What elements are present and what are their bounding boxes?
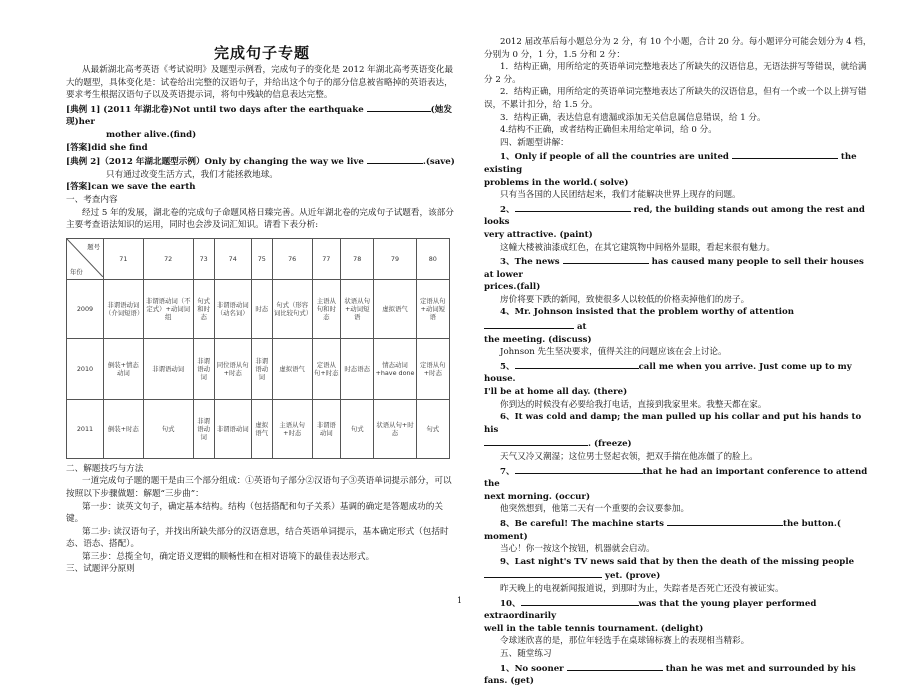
answer-blank <box>367 154 423 164</box>
score-rule-2: 2．结构正确，用所给定的英语单词完整地表达了所缺失的汉语信息，但有一个或一个以上拼写错误，不累计扣分，给 1.5 分。 <box>484 87 867 110</box>
answer-blank <box>521 596 639 606</box>
section2-intro: 一道完成句子题的题干是由三个部分组成：①英语句子部分②汉语句子③英语单词提示部分，可以按照以下步骤做题：解题“三步曲”： <box>66 476 452 499</box>
question-4-chinese: Johnson 先生坚决要求，值得关注的问题应该在会上讨论。 <box>500 347 727 358</box>
intro-paragraph: 从最新湖北高考英语《考试说明》及题型示例看，完成句子的变化是 2012 年湖北高考英语变化最大的题型，具体变化是：试卷给出完整的汉语句子，并给出这个句子的部分信息被省略掉的英语表达，要求考生根据汉语句子以及英语提示词，将句中残缺的信息表达完整。 <box>66 65 454 101</box>
table-cell: 非谓语动词 <box>251 338 272 399</box>
table-cell: 倒装+时态 <box>104 399 144 458</box>
table-row <box>67 338 450 399</box>
table-cell: 倒装+情态动词 <box>104 338 144 399</box>
question-6-cont: . (freeze) <box>484 436 874 451</box>
step3-text: 第三步：总揽全句，确定语义逻辑的顺畅性和在相对语境下的最佳表达形式。 <box>82 551 375 562</box>
table-cell: 非谓语动词（不定式）+动词词组 <box>143 279 193 338</box>
question-9-chinese: 昨天晚上的电视新闻报道说，到那时为止，失踪者是否死亡还没有被证实。 <box>500 583 784 594</box>
answer-blank <box>667 516 783 526</box>
table-cell: 定语从句+动词短语 <box>416 279 449 338</box>
score-intro: 2012 届改革后每小题总分为 2 分，有 10 个小题，合计 20 分。每小题评分可能会划分为 4 档，分别为 0 分，1 分，1.5 分和 2 分： <box>484 37 872 60</box>
section5-title: 五、随堂练习 <box>500 648 552 659</box>
table-cell: 虚拟语气 <box>374 279 416 338</box>
table-corner-cell: 题号 年份 <box>67 238 104 279</box>
question-10: 10、 was that the young player performed extraordinarily <box>484 596 874 623</box>
score-rule-3: 3．结构正确，表达信息有遗漏或添加无关信息属信息错误，给 1 分。 <box>500 112 766 123</box>
answer-blank <box>515 202 631 212</box>
score-rule-1: 1．结构正确，用所给定的英语单词完整地表达了所缺失的汉语信息，无语法拼写等错误，就给满分 2 分。 <box>484 62 867 85</box>
table-year-cell: 2010 <box>67 338 104 399</box>
table-cell: 句式和时态 <box>193 279 214 338</box>
table-cell: 主语从句和时态 <box>312 279 340 338</box>
table-cell: 非谓语动词 <box>193 399 214 458</box>
page-number: 1 <box>457 596 463 605</box>
table-cell: 状语从句+动词短语 <box>341 279 374 338</box>
question-4: 4、Mr. Johnson insisted that the problem worthy of attention at <box>484 306 874 333</box>
table-cell: 句式 <box>416 399 449 458</box>
table-cell: 定语从句+时态 <box>416 338 449 399</box>
table-header-cell: 80 <box>416 238 449 279</box>
table-row <box>67 399 450 458</box>
table-cell: 时态语态 <box>341 338 374 399</box>
table-cell: 虚拟语气 <box>272 338 312 399</box>
table-cell: 主语从句+时态 <box>272 399 312 458</box>
table-header-cell: 74 <box>214 238 251 279</box>
table-year-cell: 2009 <box>67 279 104 338</box>
table-header-cell: 76 <box>272 238 312 279</box>
question-5: 5、 call me when you arrive. Just come up to my house. <box>484 359 874 386</box>
answer-blank <box>484 436 588 446</box>
example1-question: [典例 1] (2011 年湖北卷)Not until two days after the earthquake (她发现)her <box>66 102 458 129</box>
table-cell: 虚拟语气 <box>251 399 272 458</box>
table-cell: 非谓语动词（动名词） <box>214 279 251 338</box>
question-10-chinese: 令球迷欣喜的是，那位年轻选手在桌球锦标赛上的表现相当精彩。 <box>500 636 750 647</box>
analysis-table <box>66 238 450 459</box>
answer-blank <box>515 464 643 474</box>
question-6: 6、It was cold and damp; the man pulled up his collar and put his hands to his <box>484 412 862 435</box>
question-1: 1、Only if people of all the countries are united the existing <box>484 149 874 176</box>
table-header-cell: 75 <box>251 238 272 279</box>
section1-text: 经过 5 年的发展，湖北卷的完成句子命题风格日臻完善。从近年湖北卷的完成句子试题看，该部分主要考查语法知识的运用，同时也会涉及词汇知识。请看下表分析: <box>66 207 454 231</box>
question-1-chinese: 只有当各国的人民团结起来，我们才能解决世界上现存的问题。 <box>500 190 741 201</box>
section4-title: 四、新题型讲解： <box>500 137 569 148</box>
table-cell: 非谓语动词 <box>143 338 193 399</box>
question-3: 3、The news has caused many people to sell their houses at lower <box>484 254 874 281</box>
question-9: 9、Last night's TV news said that by then the death of the missing people <box>500 556 855 567</box>
example1-answer: [答案]did she find <box>66 142 148 153</box>
table-header-cell: 77 <box>312 238 340 279</box>
question-2: 2、 red, the building stands out among the rest and looks <box>484 202 874 229</box>
question-10-cont: well in the table tennis tournament. (delight) <box>484 623 704 634</box>
table-cell: 同位语从句+时态 <box>214 338 251 399</box>
example1-question-cont: mother alive.(find) <box>106 129 197 140</box>
answer-blank <box>732 149 838 159</box>
question-3-chinese: 房价将要下跌的新闻，致使很多人以较低的价格卖掉他们的房子。 <box>500 294 750 305</box>
table-header-cell: 79 <box>374 238 416 279</box>
table-cell: 非谓语动词（介词短语） <box>104 279 144 338</box>
table-year-cell: 2011 <box>67 399 104 458</box>
table-cell: 非谓语动词 <box>193 338 214 399</box>
answer-blank <box>567 661 663 671</box>
table-cell: 状语从句+时态 <box>374 399 416 458</box>
question-6-chinese: 天气又冷又潮湿；这位男士竖起衣领，把双手揣在他冻僵了的脸上。 <box>500 452 758 462</box>
table-header-cell: 78 <box>341 238 374 279</box>
page-title: 完成句子专题 <box>213 44 310 62</box>
answer-blank <box>367 102 431 112</box>
step1-text: 第一步：读英文句子，确定基本结构。结构（包括搭配和句子关系）基调的确定是答题成功的关键。 <box>66 501 443 525</box>
table-header-cell: 71 <box>104 238 144 279</box>
section2-title: 二、解题技巧与方法 <box>66 463 144 474</box>
table-cell: 句式 <box>143 399 193 458</box>
question-8-chinese: 当心！你一按这个按钮，机器就会启动。 <box>500 544 655 555</box>
table-cell: 定语从句+时态 <box>312 338 340 399</box>
practice-1: 1、No sooner than he was met and surrounded by his fans. (get) <box>484 661 874 688</box>
table-cell: 句式（形容词比较句式） <box>272 279 312 338</box>
question-4-cont: the meeting. (discuss) <box>484 334 592 345</box>
table-cell: 非谓语动词 <box>214 399 251 458</box>
step2-text: 第二步: 读汉语句子，并找出所缺失部分的汉语意思，结合英语单词提示，基本确定形式（包括时态、语态、搭配）。 <box>66 526 449 550</box>
section1-title: 一、考查内容 <box>66 194 118 205</box>
question-3-cont: prices.(fall) <box>484 282 541 293</box>
table-row <box>67 279 450 338</box>
question-5-cont: I'll be at home all day. (there) <box>484 387 628 398</box>
table-cell: 非谓语动词 <box>312 399 340 458</box>
right-column <box>484 36 874 688</box>
answer-blank <box>484 568 602 578</box>
question-2-cont: very attractive. (paint) <box>484 229 593 240</box>
table-header-cell: 72 <box>143 238 193 279</box>
table-cell: 句式 <box>341 399 374 458</box>
section3-title: 三、试题评分原则 <box>66 564 135 575</box>
table-cell: 情态动词+have done <box>374 338 416 399</box>
question-2-chinese: 这幢大楼被油漆成红色，在其它建筑物中间格外显眼，看起来很有魅力。 <box>500 242 776 253</box>
example2-question: [典例 2]（2012 年湖北题型示例）Only by changing the way we live .(save) <box>66 154 458 169</box>
question-9-cont: yet. (prove) <box>484 568 874 583</box>
question-7: 7、 that he had an important conference to attend the <box>484 464 874 491</box>
left-column <box>66 0 458 576</box>
question-7-cont: next morning. (occur) <box>484 491 591 502</box>
answer-blank <box>563 254 649 264</box>
question-8: 8、Be careful! The machine starts the button.( moment) <box>484 516 874 543</box>
table-header-cell: 73 <box>193 238 214 279</box>
score-rule-4: 4.结构不正确，或者结构正确但未用给定单词，给 0 分。 <box>500 125 717 136</box>
answer-blank <box>515 359 639 369</box>
answer-blank <box>484 319 574 329</box>
example2-answer: [答案]can we save the earth <box>66 182 196 193</box>
question-5-chinese: 你到达的时候没有必要给我打电话，直接到我家里来。我整天都在家。 <box>500 399 767 410</box>
question-1-cont: problems in the world.( solve) <box>484 177 629 188</box>
table-cell: 时态 <box>251 279 272 338</box>
example2-chinese: 只有通过改变生活方式，我们才能拯救地球。 <box>106 169 278 180</box>
question-7-chinese: 他突然想到，他第二天有一个重要的会议要参加。 <box>500 504 690 515</box>
